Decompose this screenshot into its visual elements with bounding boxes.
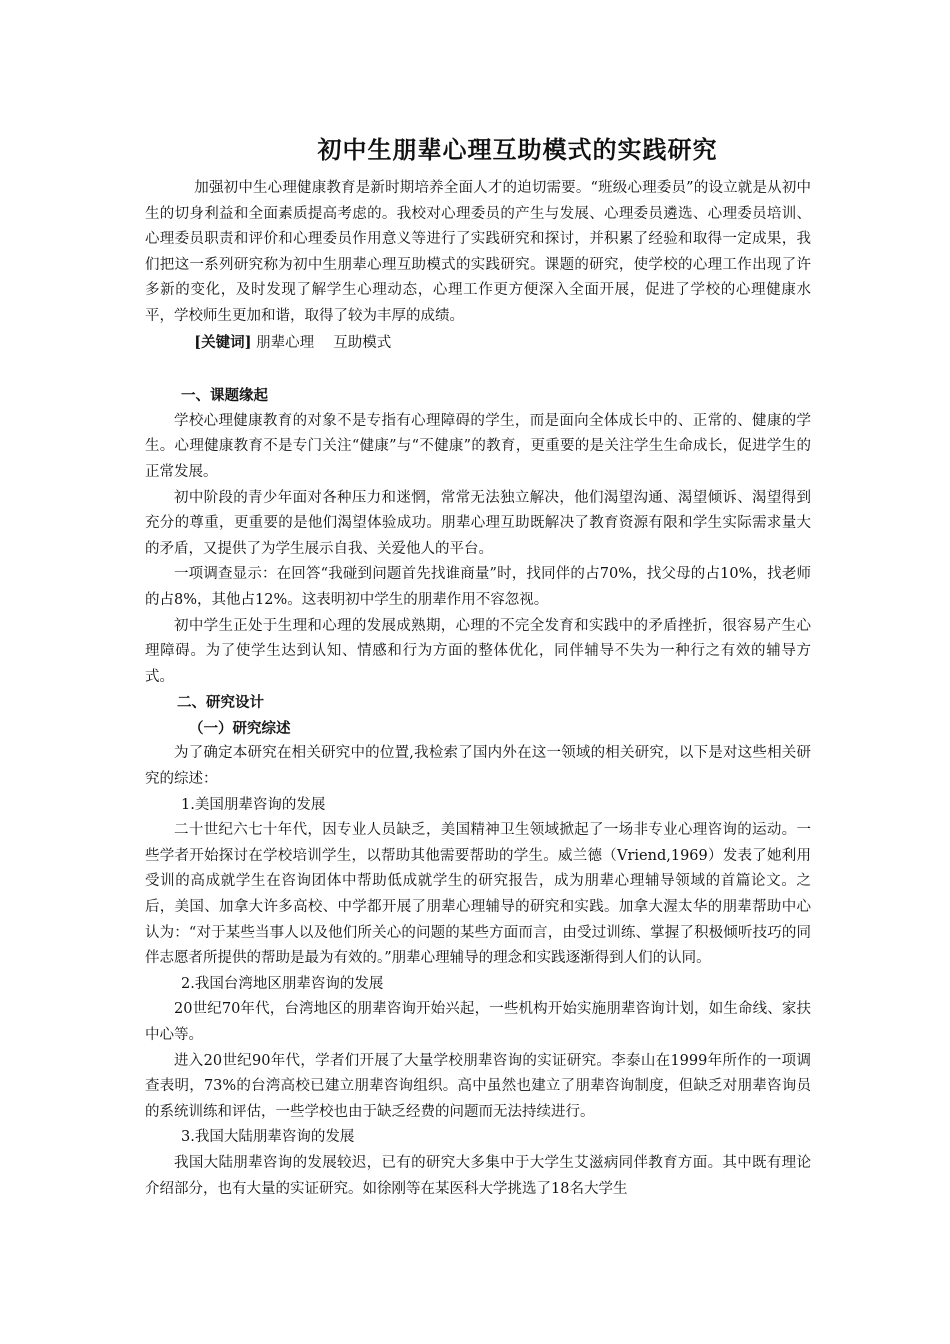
keywords-label: [关键词] bbox=[194, 333, 252, 351]
subsection2-paragraph-1: 20世纪70年代，台湾地区的朋辈咨询开始兴起，一些机构开始实施朋辈咨询计划，如生命线、家扶中心等。 bbox=[145, 1001, 811, 1043]
section2-subheading: （一）研究综述 bbox=[189, 719, 291, 737]
abstract-paragraph: 加强初中生心理健康教育是新时期培养全面人才的迫切需要。“班级心理委员”的设立就是从初中生的切身利益和全面素质提高考虑的。我校对心理委员的产生与发展、心理委员遴选、心理委员培训、心理委员职责和评价和心理委员作用意义等进行了实践研究和探讨，并积累了经验和取得一定成果，我们把这一系列研究称为初中生朋辈心理互助模式的实践研究。课题的研究，使学校的心理工作出现了许多新的变化，及时发现了解学生心理动态，心理工作更方便深入全面开展，促进了学校的心理健康水平，学校师生更加和谐，取得了较为丰厚的成绩。 bbox=[145, 180, 811, 324]
subsection1-text: 二十世纪六七十年代，因专业人员缺乏，美国精神卫生领域掀起了一场非专业心理咨询的运动。一些学者开始探讨在学校培训学生，以帮助其他需要帮助的学生。威兰德（Vriend,1969）发表了她利用受训的高成就学生在咨询团体中帮助低成就学生的研究报告，成为朋辈心理辅导领域的首篇论文。之后，美国、加拿大许多高校、中学都开展了朋辈心理辅导的研究和实践。加拿大渥太华的朋辈帮助中心认为：“对于某些当事人以及他们所关心的问题的某些方面而言，由受过训练、掌握了积极倾听技巧的同伴志愿者所提供的帮助是最为有效的。”朋辈心理辅导的理念和实践逐渐得到人们的认同。 bbox=[145, 822, 811, 967]
page-title: 初中生朋辈心理互助模式的实践研究 bbox=[317, 136, 718, 164]
section2-heading: 二、研究设计 bbox=[177, 694, 264, 712]
keywords-line bbox=[145, 330, 811, 357]
document-body bbox=[145, 176, 811, 1202]
subsection1-title: 1.美国朋辈咨询的发展 bbox=[181, 796, 326, 813]
subsection2-paragraph-2: 进入20世纪90年代，学者们开展了大量学校朋辈咨询的实证研究。李泰山在1999年所作的一项调查表明，73%的台湾高校已建立朋辈咨询组织。高中虽然也建立了朋辈咨询制度，但缺乏对朋辈咨询员的系统训练和评估，一些学校也由于缺乏经费的问题而无法持续进行。 bbox=[145, 1052, 811, 1120]
keywords-value: 朋辈心理 互助模式 bbox=[256, 334, 392, 351]
section2-intro: 为了确定本研究在相关研究中的位置,我检索了国内外在这一领域的相关研究，以下是对这些相关研究的综述： bbox=[145, 745, 811, 788]
subsection2-title: 2.我国台湾地区朋辈咨询的发展 bbox=[181, 975, 384, 992]
section1-heading: 一、课题缘起 bbox=[181, 387, 268, 405]
section1-paragraph-3: 一项调查显示：在回答“我碰到问题首先找谁商量”时，找同伴的占70%，找父母的占10%，找老师的占8%，其他占12%。这表明初中学生的朋辈作用不容忽视。 bbox=[145, 566, 811, 608]
subsection3-text: 我国大陆朋辈咨询的发展较迟，已有的研究大多集中于大学生艾滋病同伴教育方面。其中既有理论介绍部分，也有大量的实证研究。如徐刚等在某医科大学挑选了18名大学生 bbox=[145, 1154, 811, 1197]
subsection3-title: 3.我国大陆朋辈咨询的发展 bbox=[181, 1129, 355, 1146]
section1-paragraph-2: 初中阶段的青少年面对各种压力和迷惘，常常无法独立解决，他们渴望沟通、渴望倾诉、渴望得到充分的尊重，更重要的是他们渴望体验成功。朋辈心理互助既解决了教育资源有限和学生实际需求量大的矛盾，又提供了为学生展示自我、关爱他人的平台。 bbox=[145, 489, 811, 557]
section1-paragraph-4: 初中学生正处于生理和心理的发展成熟期，心理的不完全发育和实践中的矛盾挫折，很容易产生心理障碍。为了使学生达到认知、情感和行为方面的整体优化，同伴辅导不失为一种行之有效的辅导方式。 bbox=[145, 617, 811, 685]
section1-paragraph-1: 学校心理健康教育的对象不是专指有心理障碍的学生，而是面向全体成长中的、正常的、健康的学生。心理健康教育不是专门关注“健康”与“不健康”的教育，更重要的是关注学生生命成长，促进学生的正常发展。 bbox=[145, 412, 811, 480]
section-spacer bbox=[145, 356, 811, 383]
